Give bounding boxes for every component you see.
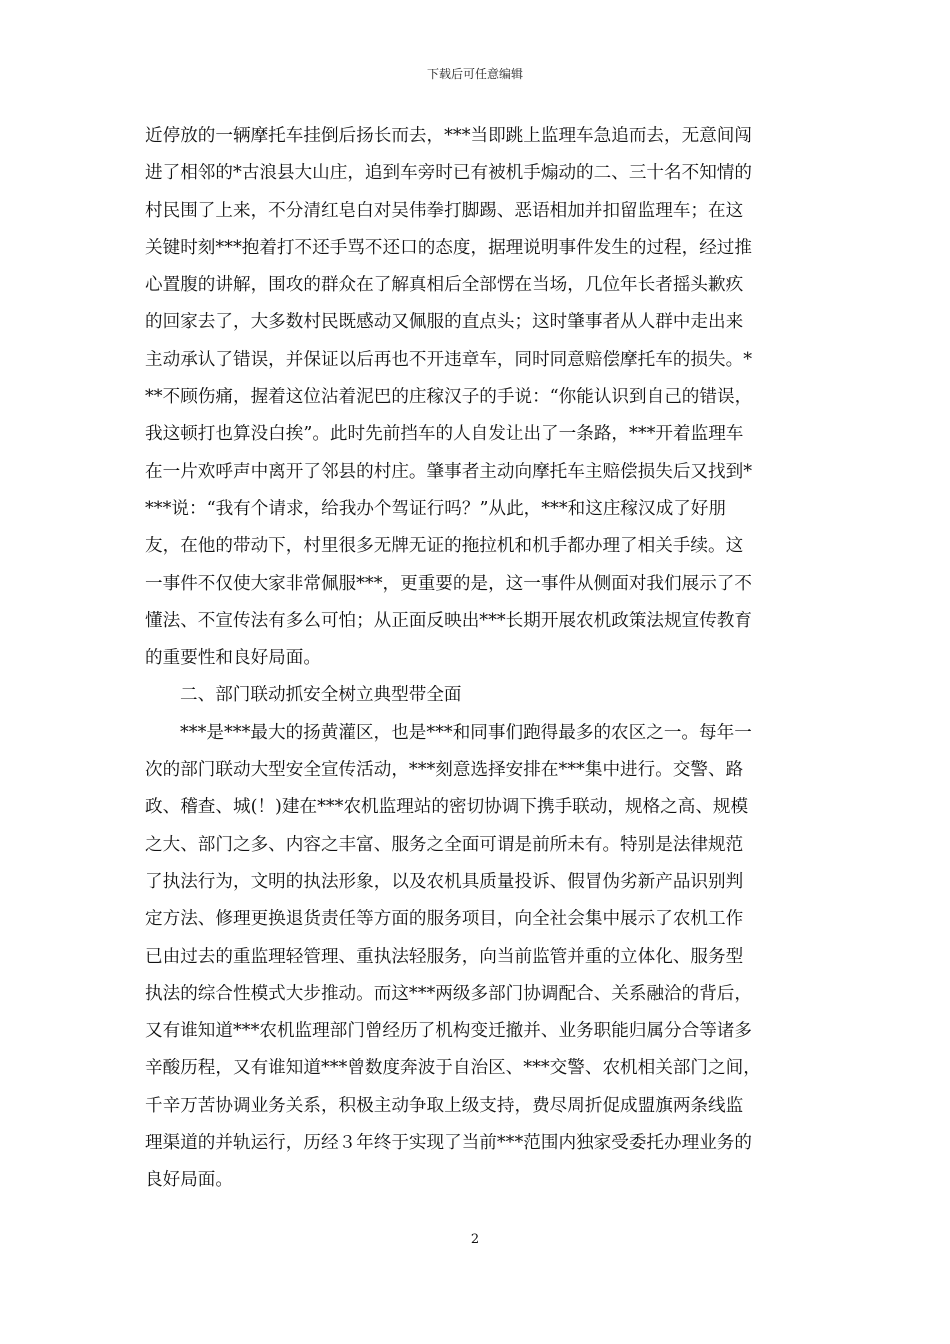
- section-heading: 二、部门联动抓安全树立典型带全面: [180, 685, 462, 706]
- text-line: **不顾伤痛，握着这位沾着泥巴的庄稼汉子的手说：“你能认识到自己的错误，: [145, 387, 753, 408]
- text-line: 政、稽查、城(！)建在***农机监理站的密切协调下携手联动，规格之高、规模: [145, 797, 749, 818]
- text-line: 关键时刻***抱着打不还手骂不还口的态度，据理说明事件发生的过程，经过推: [145, 237, 752, 258]
- text-line: 我这顿打也算没白挨”。此时先前挡车的人自发让出了一条路，***开着监理车: [145, 424, 744, 445]
- text-line: 又有谁知道***农机监理部门曾经历了机构变迁撤并、业务职能归属分合等诸多: [145, 1021, 752, 1042]
- text-line: 次的部门联动大型安全宣传活动，***刻意选择安排在***集中进行。交警、路: [145, 760, 744, 781]
- text-line: 村民围了上来，不分清红皂白对吴伟拳打脚踢、恶语相加并扣留监理车；在这: [145, 200, 744, 221]
- text-line: 懂法、不宣传法有多么可怕；从正面反映出***长期开展农机政策法规宣传教育: [145, 610, 752, 631]
- text-line: 一事件不仅使大家非常佩服***，更重要的是，这一事件从侧面对我们展示了不: [145, 573, 752, 594]
- text-line: 良好局面。: [145, 1170, 233, 1191]
- text-line: 在一片欢呼声中离开了邻县的村庄。肇事者主动向摩托车主赔偿损失后又找到*: [145, 461, 752, 482]
- text-line: 理渠道的并轨运行，历经３年终于实现了当前***范围内独家受委托办理业务的: [145, 1133, 752, 1154]
- text-line: 的重要性和良好局面。: [145, 648, 321, 669]
- page-number: 2: [470, 1232, 480, 1247]
- text-line: 心置腹的讲解，围攻的群众在了解真相后全部愣在当场，几位年长者摇头歉疚: [145, 275, 744, 296]
- text-line: 进了相邻的*古浪县大山庄，追到车旁时已有被机手煽动的二、三十名不知情的: [145, 163, 752, 184]
- text-line: 主动承认了错误，并保证以后再也不开违章车，同时同意赔偿摩托车的损失。*: [145, 349, 752, 370]
- text-line: ***说：“我有个请求，给我办个驾证行吗？”从此，***和这庄稼汉成了好朋: [145, 498, 726, 519]
- text-line: 千辛万苦协调业务关系，积极主动争取上级支持，费尽周折促成盟旗两条线监: [145, 1095, 744, 1116]
- text-line: 了执法行为，文明的执法形象，以及农机具质量投诉、假冒伪劣新产品识别判: [145, 871, 744, 892]
- text-line: 辛酸历程，又有谁知道***曾数度奔波于自治区、***交警、农机相关部门之间，: [145, 1058, 761, 1079]
- text-line: 的回家去了，大多数村民既感动又佩服的直点头；这时肇事者从人群中走出来: [145, 312, 744, 333]
- text-line: 定方法、修理更换退货责任等方面的服务项目，向全社会集中展示了农机工作: [145, 909, 744, 930]
- page-header: 下载后可任意编辑: [426, 67, 523, 81]
- text-line: 之大、部门之多、内容之丰富、服务之全面可谓是前所未有。特别是法律规范: [145, 834, 744, 855]
- text-line: 执法的综合性模式大步推动。而这***两级多部门协调配合、关系融洽的背后，: [145, 983, 752, 1004]
- body-text: [145, 118, 815, 1200]
- text-line: ***是***最大的扬黄灌区，也是***和同事们跑得最多的农区之一。每年一: [180, 722, 752, 743]
- text-line: 近停放的一辆摩托车挂倒后扬长而去，***当即跳上监理车急追而去，无意间闯: [145, 126, 752, 146]
- text-line: 友，在他的带动下，村里很多无牌无证的拖拉机和机手都办理了相关手续。这: [145, 536, 744, 557]
- text-line: 已由过去的重监理轻管理、重执法轻服务，向当前监管并重的立体化、服务型: [145, 946, 744, 967]
